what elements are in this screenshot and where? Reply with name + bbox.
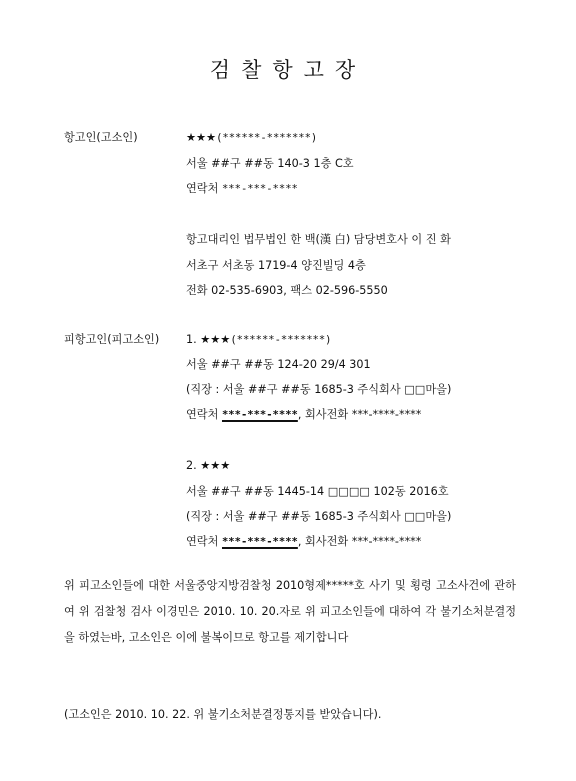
respondent-2-address: 서울 ##구 ##동 1445-14 □□□□ 102동 2016호	[186, 485, 449, 498]
agent-line: 항고대리인 법무법인 한 백(漢 白) 담당변호사 이 진 화	[186, 233, 451, 246]
appellant-label: 항고인(고소인)	[64, 131, 138, 144]
respondent-2-contact	[186, 535, 421, 549]
body-paragraph: 위 피고소인들에 대한 서울중앙지방검찰청 2010형제*****호 사기 및 횡령 고소사건에 관하여 위 검찰청 검사 이경민은 2010. 10. 20.자로 위 피고소인들에 대하여 각 불기소처분결정을 하였는바, 고소인은 이에 불복이므로 항고를 제기합니다	[64, 579, 516, 644]
notice-text: (고소인은 2010. 10. 22. 위 불기소처분결정통지를 받았습니다).	[64, 708, 382, 721]
appellant-address: 서울 ##구 ##동 140-3 1층 C호	[186, 157, 354, 170]
agent-address: 서초구 서초동 1719-4 양진빌딩 4층	[186, 259, 366, 272]
respondent-1-company-phone: , 회사전화 ***-****-****	[297, 408, 422, 421]
agent-phone: 전화 02-535-6903, 팩스 02-596-5550	[186, 284, 388, 297]
appellant-contact-value: ***-***-****	[221, 183, 298, 195]
appellant-name-stars: ★★★	[186, 131, 217, 144]
respondent-2-contact-value: ***-***-****	[221, 536, 298, 548]
appellant-contact	[186, 182, 298, 196]
respondent-1-address: 서울 ##구 ##동 124-20 29/4 301	[186, 358, 371, 371]
respondents-label: 피항고인(피고소인)	[64, 333, 160, 346]
respondent-1-name	[186, 333, 332, 347]
document-title: 검찰항고장	[209, 58, 367, 82]
respondent-2-company-phone: , 회사전화 ***-****-****	[297, 535, 422, 548]
respondent-2-workplace: (직장 : 서울 ##구 ##동 1685-3 주식회사 □□마을)	[186, 510, 452, 523]
respondent-2-stars: ★★★	[200, 459, 231, 472]
appellant-name	[186, 131, 317, 145]
respondent-1-number: 1.	[186, 333, 197, 346]
respondent-1-workplace: (직장 : 서울 ##구 ##동 1685-3 주식회사 □□마을)	[186, 383, 452, 396]
respondent-1-contact-label: 연락처	[186, 408, 219, 421]
appellant-id: (******-*******)	[216, 132, 318, 144]
respondent-1-stars: ★★★	[200, 333, 231, 346]
respondent-2-name	[186, 459, 230, 473]
respondent-1-contact	[186, 408, 421, 422]
respondent-1-contact-value: ***-***-****	[221, 409, 298, 421]
respondent-1-id: (******-*******)	[230, 334, 332, 346]
respondent-2-contact-label: 연락처	[186, 535, 219, 548]
respondent-2-number: 2.	[186, 459, 197, 472]
appellant-contact-label: 연락처	[186, 182, 219, 195]
